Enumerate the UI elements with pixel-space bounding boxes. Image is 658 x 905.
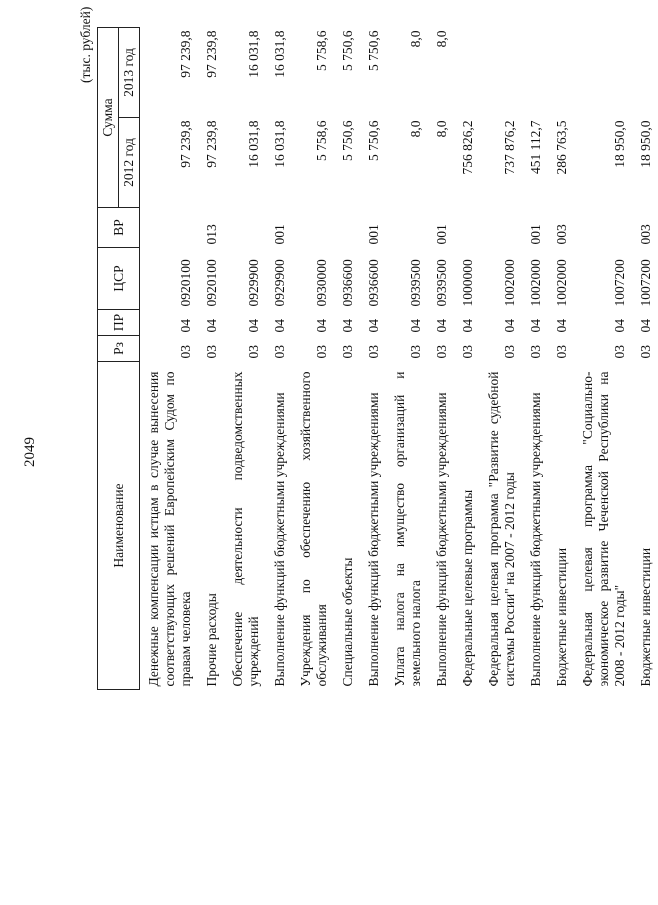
row-sum-2012: 16 031,8 <box>246 120 261 168</box>
row-name: Прочие расходы <box>204 593 219 687</box>
row-sum-2013: 97 239,8 <box>204 30 219 78</box>
row-csr: 0929900 <box>246 259 261 307</box>
table-row <box>428 27 454 689</box>
row-csr: 0930000 <box>314 259 329 307</box>
row-rz: 03 <box>612 345 627 359</box>
row-vr: 001 <box>366 224 381 245</box>
row-name: Выполнение функций бюджетными учреждениями <box>366 392 381 687</box>
row-name: Выполнение функций бюджетными учреждениями <box>434 392 449 687</box>
header-year-2013: 2013 год <box>119 27 140 117</box>
row-pr: 04 <box>246 319 261 333</box>
row-vr: 003 <box>638 224 653 245</box>
row-sum-2013: 8,0 <box>434 30 449 48</box>
row-sum-2012: 8,0 <box>434 120 449 138</box>
row-sum-2013: 16 031,8 <box>246 30 261 78</box>
row-pr: 04 <box>528 319 543 333</box>
row-rz: 03 <box>366 345 381 359</box>
row-name: Выполнение функций бюджетными учреждениями <box>528 392 543 687</box>
row-sum-2013: 8,0 <box>408 30 423 48</box>
row-sum-2013: 97 239,8 <box>178 30 193 78</box>
table-row <box>224 27 266 689</box>
row-sum-2012: 18 950,0 <box>612 120 627 168</box>
row-pr: 04 <box>554 319 569 333</box>
table-row <box>140 27 199 689</box>
table-row <box>198 27 224 689</box>
row-sum-2013: 5 758,6 <box>314 30 329 71</box>
row-pr: 04 <box>460 319 475 333</box>
row-vr: 013 <box>204 224 219 245</box>
row-rz: 03 <box>528 345 543 359</box>
header-csr: ЦСР <box>98 248 140 310</box>
row-rz: 03 <box>502 345 517 359</box>
row-sum-2013: 5 750,6 <box>366 30 381 71</box>
row-vr: 001 <box>272 224 287 245</box>
page-number: 2049 <box>22 437 38 467</box>
row-sum-2013 <box>454 27 480 117</box>
header-year-2012: 2012 год <box>119 118 140 208</box>
row-vr <box>480 208 522 248</box>
row-rz: 03 <box>272 345 287 359</box>
unit-note: (тыс. рублей) <box>78 6 93 83</box>
row-csr: 0936600 <box>366 259 381 307</box>
row-sum-2013: 5 750,6 <box>340 30 355 71</box>
table-body <box>140 27 658 689</box>
row-csr: 1000000 <box>460 259 475 307</box>
row-name: Федеральная целевая программа "Развитие судебной системы России" на 2007 - 2012 годы <box>486 371 517 687</box>
row-vr <box>292 208 334 248</box>
row-sum-2013 <box>632 27 658 117</box>
row-name: Федеральные целевые программы <box>460 489 475 687</box>
table-row <box>632 27 658 689</box>
table-header-row <box>98 27 119 689</box>
row-sum-2012: 756 826,2 <box>460 120 475 175</box>
row-vr <box>574 208 632 248</box>
row-csr: 0920100 <box>178 259 193 307</box>
row-name: Выполнение функций бюджетными учреждениями <box>272 392 287 687</box>
row-csr: 1007200 <box>612 259 627 307</box>
row-sum-2012: 5 750,6 <box>366 120 381 161</box>
row-sum-2012: 286 763,5 <box>554 120 569 175</box>
row-pr: 04 <box>434 319 449 333</box>
row-csr: 0939500 <box>408 259 423 307</box>
row-rz: 03 <box>204 345 219 359</box>
row-csr: 1002000 <box>528 259 543 307</box>
table-row <box>386 27 428 689</box>
row-rz: 03 <box>178 345 193 359</box>
table-row <box>292 27 334 689</box>
row-pr: 04 <box>340 319 355 333</box>
budget-table <box>97 27 658 690</box>
row-rz: 03 <box>638 345 653 359</box>
row-pr: 04 <box>408 319 423 333</box>
row-name: Уплата налога на имущество организаций и земельного налога <box>392 371 423 687</box>
row-sum-2013 <box>480 27 522 117</box>
row-sum-2013 <box>548 27 574 117</box>
row-sum-2013 <box>522 27 548 117</box>
row-pr: 04 <box>502 319 517 333</box>
row-sum-2013: 16 031,8 <box>272 30 287 78</box>
table-row <box>548 27 574 689</box>
row-pr: 04 <box>178 319 193 333</box>
row-name: Федеральная целевая программа "Социально-экономическое развитие Чеченской Республики на 2008 - 2012 годы" <box>580 371 627 687</box>
table-row <box>266 27 292 689</box>
row-vr <box>224 208 266 248</box>
row-pr: 04 <box>272 319 287 333</box>
header-pr: ПР <box>98 310 140 336</box>
row-sum-2012: 18 950,0 <box>638 120 653 168</box>
row-csr: 0920100 <box>204 259 219 307</box>
row-rz: 03 <box>246 345 261 359</box>
row-pr: 04 <box>638 319 653 333</box>
row-name: Учреждения по обеспечению хозяйственного обслуживания <box>298 371 329 687</box>
table-row <box>522 27 548 689</box>
row-csr: 0936600 <box>340 259 355 307</box>
row-sum-2012: 5 758,6 <box>314 120 329 161</box>
header-vr: ВР <box>98 208 140 248</box>
row-pr: 04 <box>366 319 381 333</box>
row-vr <box>386 208 428 248</box>
row-rz: 03 <box>554 345 569 359</box>
row-sum-2012: 97 239,8 <box>178 120 193 168</box>
header-name: Наименование <box>98 362 140 690</box>
row-rz: 03 <box>340 345 355 359</box>
row-name: Денежные компенсации истцам в случае вынесения соответствующих решений Европейским Судом по правам человека <box>146 371 193 687</box>
table-row <box>480 27 522 689</box>
row-sum-2013 <box>574 27 632 117</box>
row-rz: 03 <box>460 345 475 359</box>
row-vr: 001 <box>528 224 543 245</box>
table-row <box>334 27 360 689</box>
table-row <box>360 27 386 689</box>
header-rz: Рз <box>98 336 140 362</box>
row-csr: 0929900 <box>272 259 287 307</box>
row-sum-2012: 16 031,8 <box>272 120 287 168</box>
table-row <box>454 27 480 689</box>
row-name: Бюджетные инвестиции <box>638 547 653 687</box>
row-rz: 03 <box>434 345 449 359</box>
row-pr: 04 <box>204 319 219 333</box>
row-vr: 001 <box>434 224 449 245</box>
row-pr: 04 <box>612 319 627 333</box>
row-rz: 03 <box>314 345 329 359</box>
row-sum-2012: 97 239,8 <box>204 120 219 168</box>
row-rz: 03 <box>408 345 423 359</box>
row-sum-2012: 737 876,2 <box>502 120 517 175</box>
row-csr: 1007200 <box>638 259 653 307</box>
row-sum-2012: 5 750,6 <box>340 120 355 161</box>
row-csr: 0939500 <box>434 259 449 307</box>
row-sum-2012: 8,0 <box>408 120 423 138</box>
row-vr <box>140 208 199 248</box>
header-sum: Сумма <box>98 27 119 207</box>
row-name: Специальные объекты <box>340 557 355 687</box>
row-sum-2012: 451 112,7 <box>528 120 543 174</box>
row-vr <box>454 208 480 248</box>
row-name: Обеспечение деятельности подведомственных учреждений <box>230 371 261 687</box>
table-row <box>574 27 632 689</box>
row-csr: 1002000 <box>502 259 517 307</box>
row-csr: 1002000 <box>554 259 569 307</box>
row-name: Бюджетные инвестиции <box>554 547 569 687</box>
row-pr: 04 <box>314 319 329 333</box>
row-vr <box>334 208 360 248</box>
row-vr: 003 <box>554 224 569 245</box>
